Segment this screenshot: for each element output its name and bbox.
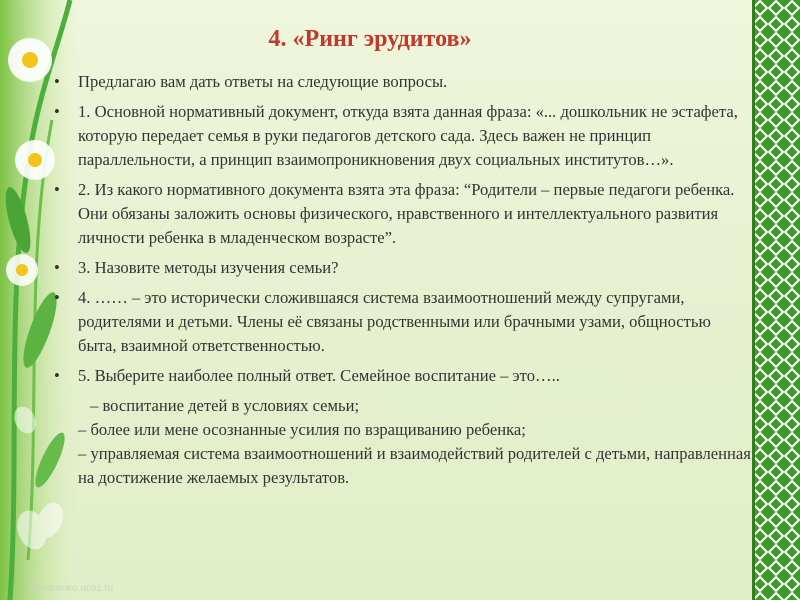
bullet-text: 4. …… – это исторически сложившаяся система взаимоотношений между супругами, родителями и детьми. Члены её связаны родственными или брачными узами, общностью быта, взаимной ответственностью. — [78, 288, 711, 355]
bullet-item — [52, 100, 752, 172]
bullet-item — [52, 70, 752, 94]
bullet-text: 2. Из какого нормативного документа взята эта фраза: “Родители – первые педагоги ребенка. Они обязаны заложить основы физического, нравственного и интеллектуального развития личности ребенка в младенческом возрасте”. — [78, 180, 735, 247]
watermark: elenaranko.ucoz.ru — [28, 583, 114, 594]
bullet-dot-icon: • — [54, 180, 60, 199]
bullet-item — [52, 364, 752, 388]
bullet-list — [52, 70, 752, 490]
bullet-dot-icon: • — [54, 258, 60, 277]
bullet-dot-icon: • — [54, 102, 60, 121]
bullet-text: Предлагаю вам дать ответы на следующие вопросы. — [78, 72, 448, 91]
bullet-text: 5. Выберите наиболее полный ответ. Семейное воспитание – это….. — [78, 366, 560, 385]
answer-option: – воспитание детей в условиях семьи; — [90, 396, 360, 415]
answer-option: – более или мене осознанные усилия по взращиванию ребенка; — [78, 420, 526, 439]
lattice-border — [752, 0, 800, 600]
bullet-dot-icon: • — [54, 366, 60, 385]
bullet-item — [52, 286, 752, 358]
bullet-item — [52, 256, 752, 280]
answer-option: – управляемая система взаимоотношений и взаимодействий родителей с детьми, направленная на достижение желаемых результатов. — [78, 444, 751, 487]
bullet-text: 1. Основной нормативный документ, откуда взята данная фраза: «... дошкольник не эстафета, которую передает семья в руки педагогов детского сада. Здесь важен не принцип параллельности, а принцип взаимопроникновения двух социальных институтов…». — [78, 102, 738, 169]
slide-title: 4. «Ринг эрудитов» — [268, 26, 472, 52]
bullet-dot-icon: • — [54, 288, 60, 307]
bullet-text: 3. Назовите методы изучения семьи? — [78, 258, 339, 277]
bullet-dot-icon: • — [54, 72, 60, 91]
bullet-item — [52, 178, 752, 250]
